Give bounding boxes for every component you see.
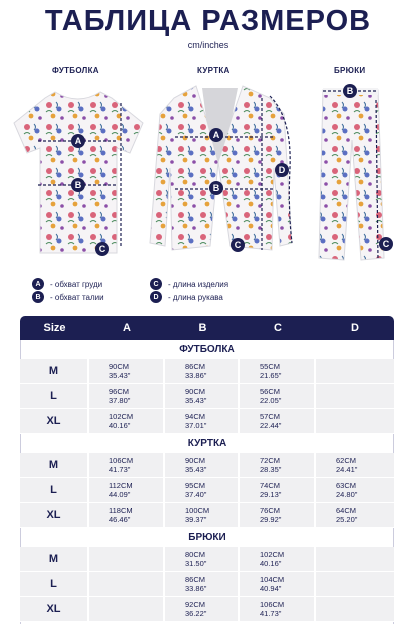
value-cell — [165, 572, 240, 596]
value-cm: 76CM — [260, 506, 281, 515]
size-cell: XL — [20, 503, 89, 527]
value-inch: 40.94" — [260, 584, 282, 593]
value-cm: 94CM — [185, 412, 206, 421]
value-cell — [240, 503, 316, 527]
value-cm: 106CM — [260, 600, 285, 609]
value-cell — [316, 453, 394, 477]
value-inch: 39.37" — [185, 515, 207, 524]
value-inch: 28.35" — [260, 465, 282, 474]
value-cell — [240, 384, 316, 408]
legend-text: - длина изделия — [168, 279, 229, 289]
value-cm: 64CM — [336, 506, 357, 515]
size-cell: L — [20, 572, 89, 596]
value-cm: 56CM — [260, 387, 281, 396]
table-row — [20, 359, 394, 384]
table-row — [20, 572, 394, 597]
header-b: B — [198, 322, 207, 334]
svg-text:B: B — [346, 86, 354, 96]
value-cm: 86CM — [185, 575, 206, 584]
svg-text:C: C — [382, 239, 390, 249]
size-cell: M — [20, 359, 89, 383]
badge-d: D — [150, 291, 162, 303]
value-cell — [316, 409, 394, 433]
legend-item-c — [150, 278, 228, 290]
size-table — [20, 316, 394, 624]
table-header — [20, 316, 394, 340]
size-cell: XL — [20, 597, 89, 621]
value-cell — [89, 478, 165, 502]
header-a: A — [123, 322, 131, 334]
value-cm: 80CM — [185, 550, 206, 559]
garment-label-pants: БРЮКИ — [334, 66, 366, 75]
legend-text: - длина рукава — [168, 292, 223, 302]
value-cm: 55CM — [260, 362, 281, 371]
svg-text:C: C — [98, 244, 106, 254]
section-header: КУРТКА — [20, 434, 394, 453]
size-cell: L — [20, 478, 89, 502]
value-inch: 41.73" — [109, 465, 131, 474]
table-row — [20, 503, 394, 528]
value-cm: 106CM — [109, 456, 134, 465]
svg-text:A: A — [212, 130, 220, 140]
value-cell — [89, 409, 165, 433]
garment-illustrations — [0, 78, 416, 268]
value-cm: 92CM — [185, 600, 206, 609]
pants-icon — [319, 88, 384, 260]
legend-item-a — [32, 278, 102, 290]
value-cell — [89, 547, 165, 571]
size-cell: L — [20, 384, 89, 408]
value-inch: 41.73" — [260, 609, 282, 618]
badge-b: B — [32, 291, 44, 303]
value-cm: 112CM — [109, 481, 133, 490]
value-cell — [316, 478, 394, 502]
value-cm: 100CM — [185, 506, 210, 515]
value-cm: 102CM — [260, 550, 285, 559]
value-cell — [316, 503, 394, 527]
value-cm: 86CM — [185, 362, 206, 371]
section-header: БРЮКИ — [20, 528, 394, 547]
legend-item-d — [150, 291, 223, 303]
table-row — [20, 478, 394, 503]
value-cm: 118CM — [109, 506, 133, 515]
value-cell — [165, 359, 240, 383]
value-inch: 35.43" — [185, 396, 207, 405]
header-size: Size — [43, 322, 66, 334]
value-cm: 104CM — [260, 575, 285, 584]
header-c: C — [274, 322, 282, 334]
value-inch: 40.16" — [260, 559, 282, 568]
value-cm: 72CM — [260, 456, 281, 465]
value-cm: 63CM — [336, 481, 357, 490]
value-inch: 46.46" — [109, 515, 131, 524]
section-header: ФУТБОЛКА — [20, 340, 394, 359]
garment-drawing — [0, 78, 416, 268]
value-cell — [316, 572, 394, 596]
value-cm: 90CM — [185, 456, 206, 465]
tshirt-icon — [14, 92, 143, 253]
value-cell — [165, 384, 240, 408]
value-inch: 22.44" — [260, 421, 282, 430]
size-cell: XL — [20, 409, 89, 433]
svg-text:B: B — [74, 180, 82, 190]
value-inch: 33.86" — [185, 584, 207, 593]
value-inch: 40.16" — [109, 421, 131, 430]
size-cell: M — [20, 453, 89, 477]
jacket-icon — [150, 86, 292, 250]
value-cell — [89, 572, 165, 596]
value-cm: 102CM — [109, 412, 134, 421]
value-cell — [240, 359, 316, 383]
value-inch: 25.20" — [336, 515, 358, 524]
value-cm: 90CM — [109, 362, 130, 371]
value-cell — [165, 597, 240, 621]
svg-text:A: A — [74, 136, 82, 146]
value-cell — [240, 478, 316, 502]
value-cm: 90CM — [185, 387, 206, 396]
value-cm: 95CM — [185, 481, 206, 490]
value-inch: 35.43" — [109, 371, 131, 380]
badge-a: A — [32, 278, 44, 290]
value-cell — [165, 409, 240, 433]
value-cell — [240, 597, 316, 621]
value-cm: 62CM — [336, 456, 357, 465]
value-inch: 22.05" — [260, 396, 282, 405]
value-cm: 74CM — [260, 481, 281, 490]
value-inch: 36.22" — [185, 609, 207, 618]
value-cell — [165, 503, 240, 527]
value-inch: 37.01" — [185, 421, 207, 430]
value-cell — [89, 503, 165, 527]
value-inch: 24.80" — [336, 490, 358, 499]
value-cell — [240, 409, 316, 433]
value-cell — [165, 478, 240, 502]
value-inch: 37.80" — [109, 396, 131, 405]
value-cm: 57CM — [260, 412, 281, 421]
value-cell — [240, 572, 316, 596]
table-row — [20, 597, 394, 622]
page-title: ТАБЛИЦА РАЗМЕРОВ — [44, 5, 372, 37]
value-inch: 21.65" — [260, 371, 282, 380]
value-inch: 29.13" — [260, 490, 282, 499]
svg-text:C: C — [234, 240, 242, 250]
unit-note: cm/inches — [187, 40, 229, 50]
value-cell — [89, 597, 165, 621]
value-inch: 44.09" — [109, 490, 131, 499]
value-cell — [316, 547, 394, 571]
value-inch: 33.86" — [185, 371, 207, 380]
legend-item-b — [32, 291, 104, 303]
svg-text:B: B — [212, 183, 220, 193]
value-cell — [240, 547, 316, 571]
table-body — [20, 340, 394, 622]
badge-c: C — [150, 278, 162, 290]
value-inch: 35.43" — [185, 465, 207, 474]
table-row — [20, 547, 394, 572]
header-d: D — [351, 322, 359, 334]
garment-label-jacket: КУРТКА — [197, 66, 230, 75]
value-cell — [240, 453, 316, 477]
value-inch: 24.41" — [336, 465, 358, 474]
value-cell — [165, 547, 240, 571]
table-row — [20, 409, 394, 434]
value-cell — [316, 384, 394, 408]
value-cell — [89, 384, 165, 408]
table-row — [20, 453, 394, 478]
legend-text: - обхват талии — [50, 292, 104, 302]
value-cell — [89, 359, 165, 383]
value-cell — [316, 597, 394, 621]
svg-text:D: D — [278, 165, 286, 175]
value-cm: 96CM — [109, 387, 130, 396]
value-inch: 31.50" — [185, 559, 207, 568]
value-inch: 29.92" — [260, 515, 282, 524]
value-cell — [165, 453, 240, 477]
value-cell — [89, 453, 165, 477]
value-inch: 37.40" — [185, 490, 207, 499]
table-row — [20, 384, 394, 409]
size-cell: M — [20, 547, 89, 571]
garment-label-tshirt: ФУТБОЛКА — [52, 66, 99, 75]
value-cell — [316, 359, 394, 383]
legend-text: - обхват груди — [50, 279, 103, 289]
